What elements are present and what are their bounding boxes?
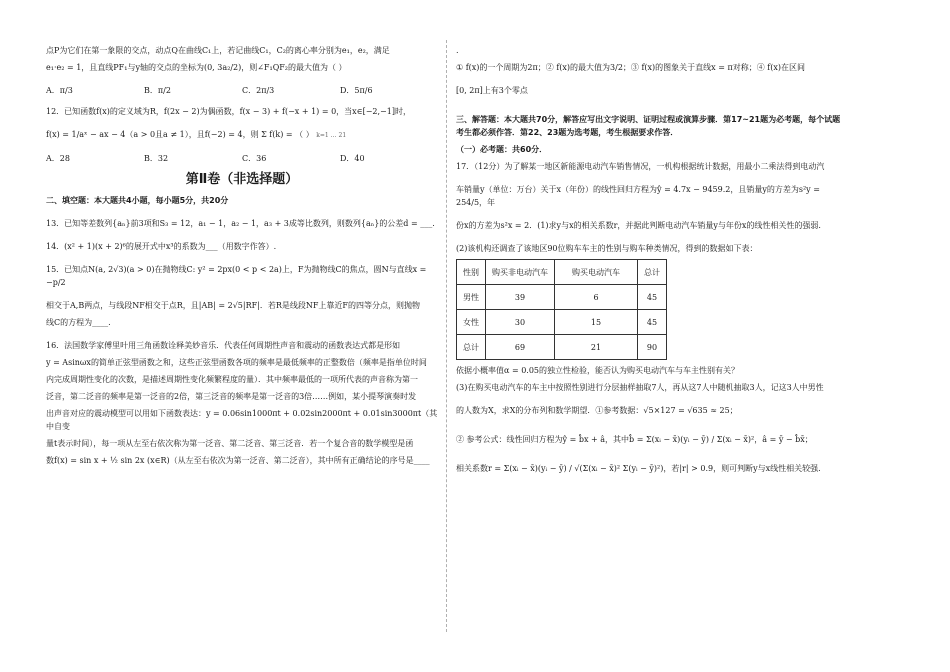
q12-option-b: B．32 [144, 154, 169, 163]
q17-line3: 份x的方差为s²x = 2．(1)求y与x的相关系数r，并据此判断电动汽车销量y与年份x的线性相关性的强弱. [456, 221, 821, 230]
q16-choices-line1: ① f(x)的一个周期为2π；② f(x)的最大值为3/2；③ f(x)的图象关于直线x = π对称；④ f(x)在区间 [456, 63, 805, 72]
table-cell: 总计 [457, 335, 486, 360]
q17-part3-line2: 的人数为X，求X的分布列和数学期望．①参考数据：√5×127 = √635 ≈ 25； [456, 406, 738, 415]
table-row [457, 310, 667, 335]
table-cell: 男性 [457, 285, 486, 310]
q12-option-c: C．36 [242, 154, 267, 163]
q16-choices-line2: [0, 2π]上有3个零点 [456, 86, 528, 95]
q17-line1: 17．（12分）为了解某一地区新能源电动汽车销售情况，一机构根据统计数据，用最小二乘法得到电动汽 [456, 162, 825, 171]
column-divider [446, 40, 447, 632]
q12-sum-limits: k=1 … 21 [316, 132, 347, 139]
table-cell: 45 [638, 285, 667, 310]
q17-part2-question: 依据小概率值α = 0.05的独立性检验，能否认为购买电动汽车与车主性别有关？ [456, 366, 740, 375]
table-cell: 15 [555, 310, 638, 335]
required-heading: （一）必考题：共60分． [456, 145, 548, 154]
q15-line1: 15．已知点N(a, 2√3)(a > 0)在抛物线C: y² = 2px(0 < p < 2a)上，F为抛物线C的焦点，圆N与直线x = −p/2 [46, 265, 427, 287]
table-cell: 30 [486, 310, 555, 335]
q11-options [46, 84, 438, 97]
q17-part3-line1: (3)在购买电动汽车的车主中按照性别进行分层抽样抽取7人，再从这7人中随机抽取3人，记这3人中男性 [456, 383, 824, 392]
table-row [457, 335, 667, 360]
right-column [456, 44, 848, 479]
reference-formula-correlation: 相关系数r = Σ(xᵢ − x̄)(yᵢ − ȳ) / √(Σ(xᵢ − x̄)² Σ(yᵢ − ȳ)²)，若|r| > 0.9，则可判断y与x线性相关较强. [456, 464, 821, 473]
table-cell: 21 [555, 335, 638, 360]
q16-line5: 出声音对应的震动模型可以用如下函数表达：y = 0.06sin1000πt + 0.02sin2000πt + 0.01sin3000πt（其中自变 [46, 409, 438, 431]
q13: 13．已知等差数列{aₙ}前3项和S₃ = 12，a₁ − 1，a₂ − 1，a₃ + 3成等比数列，则数列{aₙ}的公差d = ___. [46, 219, 435, 228]
q12-option-a: A．28 [46, 154, 70, 163]
q16-line7: 数f(x) = sin x + ½ sin 2x (x∈R)（从左至右依次为第一泛音、第二泛音），其中所有正确结论的序号是____ [46, 456, 430, 465]
table-cell: 90 [638, 335, 667, 360]
table-header: 购买非电动汽车 [486, 260, 555, 285]
reference-formula-regression: ② 参考公式：线性回归方程为ŷ = b̂x + â，其中b̂ = Σ(xᵢ − x̄)(yᵢ − ȳ) / Σ(xᵢ − x̄)²，â = ȳ − b̂x̄； [456, 435, 813, 444]
q12-line1: 12．已知函数f(x)的定义域为R，f(2x − 2)为偶函数，f(x − 3) + f(−x + 1) = 0，当x∈[−2,−1]时， [46, 107, 411, 116]
q17-part2: (2)该机构还调查了该地区90位购车车主的性别与购车种类情况，得到的数据如下表： [456, 244, 758, 253]
table-row [457, 285, 667, 310]
q16-line2: y = Asinωx的简单正弦型函数之和，这些正弦型函数各项的频率是最低频率的正整数倍（频率是指单位时间 [46, 358, 427, 367]
q11-option-b: B．π/2 [144, 86, 171, 95]
q14: 14．(x² + 1)(x + 2)⁶的展开式中x³的系数为___（用数字作答）. [46, 242, 277, 251]
q11-line2: e₁·e₂ = 1，且直线PF₁与y轴的交点的坐标为(0, 3a₂/2)，则∠F₁QF₂的最大值为（ ） [46, 63, 347, 72]
table-cell: 女性 [457, 310, 486, 335]
q16-line3: 内完成周期性变化的次数，是描述周期性变化频繁程度的量）．其中频率最低的一项所代表的声音称为第一 [46, 375, 418, 384]
q12-line2-text: f(x) = 1/aˣ − ax − 4（a > 0且a ≠ 1），且f(−2) = 4，则 Σ f(k) = （ ） [46, 130, 314, 139]
q11-option-c: C．2π/3 [242, 86, 275, 95]
table-header-row [457, 260, 667, 285]
q17-line2: 车销量y（单位：万台）关于x（年份）的线性回归方程为ŷ = 4.7x − 9459.2，且销量y的方差为s²y = 254/5，年 [456, 185, 820, 207]
q12-line2 [46, 128, 438, 142]
q11-option-d: D．5π/6 [340, 86, 373, 95]
leading-dot: . [456, 46, 459, 55]
q16-line6: 量t表示时间），每一项从左至右依次称为第一泛音、第二泛音、第三泛音．若一个复合音的数学模型是函 [46, 439, 414, 448]
table-cell: 39 [486, 285, 555, 310]
survey-table [456, 259, 667, 360]
q15-line3: 线C的方程为____. [46, 318, 111, 327]
section2-title: 第Ⅱ卷（非选择题） [185, 172, 299, 187]
table-header: 性别 [457, 260, 486, 285]
q16-line4: 泛音，第二泛音的频率是第一泛音的2倍，第三泛音的频率是第一泛音的3倍……例如，某小提琴演奏时发 [46, 392, 417, 401]
q12-options [46, 152, 438, 165]
q11-option-a: A．π/3 [46, 86, 73, 95]
solve-heading: 三、解答题：本大题共70分，解答应写出文字说明、证明过程或演算步骤．第17~21题为必考题，每个试题考生都必须作答．第22、23题为选考题，考生根据要求作答． [456, 115, 841, 137]
fill-in-heading: 二、填空题：本大题共4小题，每小题5分，共20分 [46, 196, 229, 205]
q16-line1: 16．法国数学家傅里叶用三角函数诠释美妙音乐．代表任何周期性声音和震动的函数表达式都是形如 [46, 341, 401, 350]
table-cell: 69 [486, 335, 555, 360]
table-cell: 45 [638, 310, 667, 335]
left-column [46, 44, 438, 471]
table-header: 购买电动汽车 [555, 260, 638, 285]
table-header: 总计 [638, 260, 667, 285]
q12-option-d: D．40 [340, 154, 365, 163]
table-cell: 6 [555, 285, 638, 310]
q11-line1: 点P为它们在第一象限的交点，动点Q在曲线C₁上，若记曲线C₁，C₂的离心率分别为e₁，e₂，满足 [46, 46, 390, 55]
q15-line2: 相交于A,B两点，与线段NF相交于点R，且|AB| = 2√5|RF|．若R是线段NF上靠近F的四等分点，则抛物 [46, 301, 420, 310]
